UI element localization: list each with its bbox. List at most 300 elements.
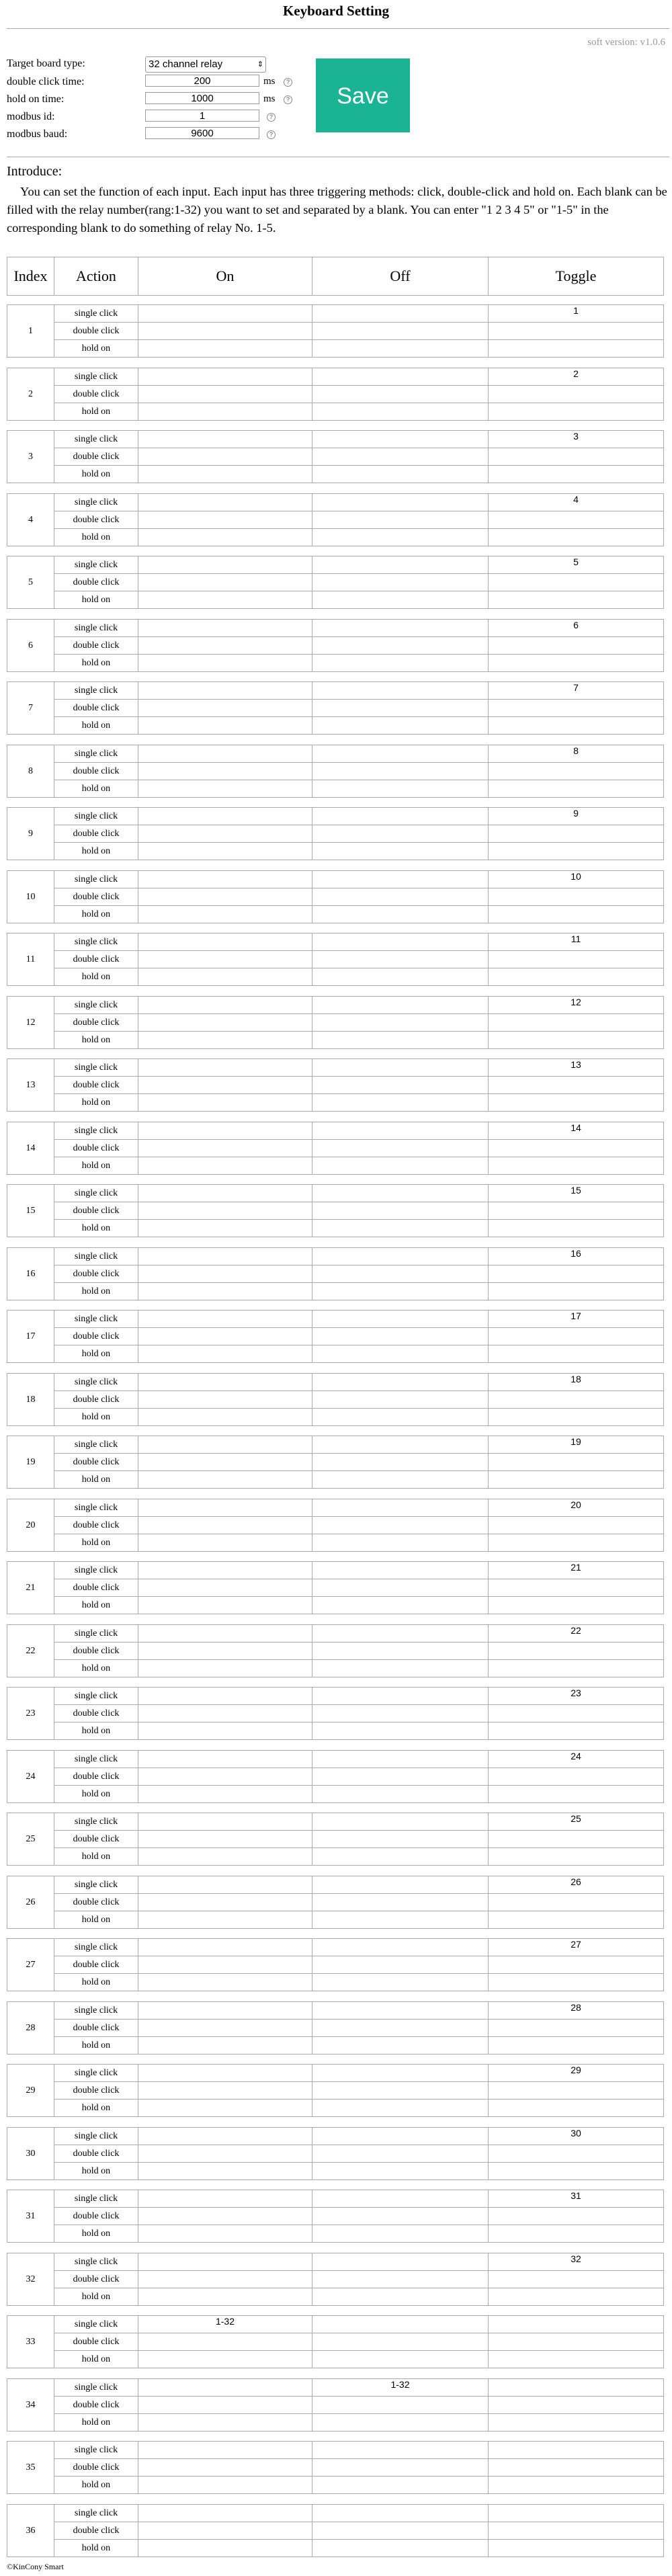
relay-toggle-input[interactable] [489,403,664,421]
relay-on-input[interactable] [138,2271,312,2288]
help-icon[interactable]: ? [284,95,292,104]
relay-toggle-input[interactable] [489,2351,664,2368]
relay-toggle-input[interactable] [489,340,664,358]
relay-toggle-input[interactable] [489,2505,664,2522]
relay-on-input[interactable] [138,2442,312,2459]
relay-on-input[interactable] [138,1122,312,1140]
relay-on-input[interactable] [138,494,312,511]
relay-on-input[interactable] [138,1032,312,1049]
relay-toggle-input[interactable] [489,1077,664,1094]
relay-toggle-input[interactable] [489,2037,664,2054]
relay-on-input[interactable] [138,1722,312,1740]
relay-toggle-input[interactable] [489,825,664,843]
relay-on-input[interactable] [138,368,312,386]
relay-toggle-input[interactable]: 3 [489,431,664,448]
relay-toggle-input[interactable] [489,466,664,483]
relay-off-input[interactable] [312,574,489,591]
relay-off-input[interactable] [312,1185,489,1202]
relay-toggle-input[interactable] [489,717,664,735]
relay-on-input[interactable] [138,2208,312,2225]
relay-toggle-input[interactable]: 12 [489,997,664,1014]
relay-off-input[interactable] [312,1248,489,1265]
relay-off-input[interactable] [312,906,489,923]
relay-toggle-input[interactable] [489,1391,664,1409]
relay-toggle-input[interactable] [489,2163,664,2180]
relay-on-input[interactable] [138,1660,312,1677]
relay-off-input[interactable] [312,529,489,546]
relay-toggle-input[interactable] [489,1705,664,1722]
relay-on-input[interactable] [138,1911,312,1929]
relay-on-input[interactable] [138,2020,312,2037]
relay-off-input[interactable] [312,951,489,968]
help-icon[interactable]: ? [284,78,292,87]
relay-toggle-input[interactable] [489,1848,664,1866]
relay-off-input[interactable] [312,1534,489,1552]
relay-off-input[interactable] [312,1374,489,1391]
relay-off-input[interactable] [312,2288,489,2306]
relay-toggle-input[interactable]: 15 [489,1185,664,1202]
relay-on-input[interactable] [138,1454,312,1471]
relay-on-input[interactable] [138,2037,312,2054]
relay-on-input[interactable] [138,1956,312,1974]
relay-toggle-input[interactable] [489,655,664,672]
relay-on-input[interactable] [138,1248,312,1265]
relay-off-input[interactable] [312,968,489,986]
relay-off-input[interactable] [312,2316,489,2333]
relay-off-input[interactable] [312,1436,489,1454]
relay-off-input[interactable] [312,1579,489,1597]
relay-off-input[interactable] [312,323,489,340]
relay-off-input[interactable] [312,1328,489,1345]
relay-off-input[interactable] [312,2225,489,2243]
relay-on-input[interactable] [138,2145,312,2163]
relay-on-input[interactable] [138,700,312,717]
relay-on-input[interactable] [138,511,312,529]
relay-toggle-input[interactable]: 14 [489,1122,664,1140]
relay-toggle-input[interactable] [489,700,664,717]
relay-off-input[interactable] [312,2271,489,2288]
relay-on-input[interactable] [138,2477,312,2494]
relay-on-input[interactable] [138,2100,312,2117]
relay-toggle-input[interactable] [489,1220,664,1237]
relay-toggle-input[interactable] [489,1517,664,1534]
relay-toggle-input[interactable] [489,448,664,466]
relay-on-input[interactable] [138,906,312,923]
relay-off-input[interactable] [312,843,489,860]
relay-on-input[interactable] [138,1876,312,1894]
relay-on-input[interactable] [138,556,312,574]
relay-on-input[interactable] [138,1813,312,1831]
relay-on-input[interactable] [138,403,312,421]
relay-off-input[interactable] [312,1956,489,1974]
relay-toggle-input[interactable] [489,2442,664,2459]
relay-toggle-input[interactable] [489,1579,664,1597]
relay-off-input[interactable] [312,368,489,386]
relay-toggle-input[interactable] [489,1283,664,1300]
relay-off-input[interactable] [312,386,489,403]
relay-on-input[interactable]: 1-32 [138,2316,312,2333]
relay-off-input[interactable] [312,1643,489,1660]
relay-off-input[interactable] [312,808,489,825]
relay-on-input[interactable] [138,1140,312,1157]
relay-on-input[interactable] [138,1409,312,1426]
relay-toggle-input[interactable]: 30 [489,2128,664,2145]
relay-off-input[interactable] [312,1848,489,1866]
relay-off-input[interactable] [312,1311,489,1328]
relay-on-input[interactable] [138,1283,312,1300]
relay-off-input[interactable] [312,2477,489,2494]
relay-toggle-input[interactable] [489,2145,664,2163]
relay-off-input[interactable] [312,1813,489,1831]
relay-off-input[interactable] [312,2208,489,2225]
relay-on-input[interactable] [138,1014,312,1032]
relay-off-input[interactable] [312,1939,489,1956]
relay-off-input[interactable] [312,403,489,421]
relay-off-input[interactable] [312,620,489,637]
relay-off-input[interactable] [312,655,489,672]
relay-on-input[interactable] [138,1751,312,1768]
hold-time-input[interactable] [145,92,259,104]
relay-on-input[interactable] [138,1768,312,1786]
relay-toggle-input[interactable] [489,2316,664,2333]
relay-toggle-input[interactable] [489,1534,664,1552]
relay-toggle-input[interactable] [489,529,664,546]
relay-off-input[interactable] [312,2002,489,2020]
relay-toggle-input[interactable] [489,1768,664,1786]
relay-off-input[interactable] [312,2190,489,2208]
relay-toggle-input[interactable] [489,1140,664,1157]
relay-on-input[interactable] [138,780,312,798]
relay-off-input[interactable] [312,1876,489,1894]
relay-on-input[interactable] [138,2397,312,2414]
relay-off-input[interactable] [312,1059,489,1077]
relay-off-input[interactable] [312,888,489,906]
relay-off-input[interactable] [312,2505,489,2522]
relay-on-input[interactable] [138,1579,312,1597]
relay-on-input[interactable] [138,1705,312,1722]
relay-off-input[interactable] [312,1265,489,1283]
relay-toggle-input[interactable]: 28 [489,2002,664,2020]
relay-toggle-input[interactable]: 11 [489,933,664,951]
relay-off-input[interactable] [312,1974,489,1991]
relay-toggle-input[interactable]: 13 [489,1059,664,1077]
relay-toggle-input[interactable] [489,780,664,798]
relay-toggle-input[interactable]: 26 [489,1876,664,1894]
relay-on-input[interactable] [138,2379,312,2397]
relay-toggle-input[interactable] [489,1032,664,1049]
relay-off-input[interactable] [312,431,489,448]
relay-on-input[interactable] [138,1786,312,1803]
relay-toggle-input[interactable] [489,888,664,906]
relay-off-input[interactable] [312,1391,489,1409]
relay-off-input[interactable] [312,700,489,717]
relay-toggle-input[interactable] [489,574,664,591]
relay-toggle-input[interactable] [489,2288,664,2306]
relay-toggle-input[interactable] [489,1014,664,1032]
relay-on-input[interactable] [138,1499,312,1517]
relay-toggle-input[interactable] [489,2459,664,2477]
relay-on-input[interactable] [138,1094,312,1112]
relay-toggle-input[interactable]: 4 [489,494,664,511]
relay-toggle-input[interactable] [489,2477,664,2494]
relay-on-input[interactable] [138,340,312,358]
relay-on-input[interactable] [138,323,312,340]
relay-off-input[interactable] [312,1077,489,1094]
relay-toggle-input[interactable] [489,906,664,923]
relay-on-input[interactable] [138,933,312,951]
relay-toggle-input[interactable]: 16 [489,1248,664,1265]
relay-on-input[interactable] [138,1157,312,1175]
relay-off-input[interactable] [312,1597,489,1614]
relay-off-input[interactable] [312,2253,489,2271]
relay-toggle-input[interactable]: 10 [489,871,664,888]
relay-off-input[interactable] [312,1894,489,1911]
relay-off-input[interactable] [312,2459,489,2477]
relay-toggle-input[interactable] [489,1202,664,1220]
relay-toggle-input[interactable]: 6 [489,620,664,637]
relay-toggle-input[interactable] [489,968,664,986]
relay-off-input[interactable] [312,305,489,323]
relay-off-input[interactable] [312,448,489,466]
save-button[interactable]: Save [316,58,410,132]
relay-off-input[interactable] [312,2145,489,2163]
relay-off-input[interactable] [312,745,489,763]
relay-on-input[interactable] [138,1436,312,1454]
relay-off-input[interactable] [312,763,489,780]
relay-off-input[interactable] [312,1722,489,1740]
relay-off-input[interactable]: 1-32 [312,2379,489,2397]
relay-on-input[interactable] [138,1202,312,1220]
relay-on-input[interactable] [138,1831,312,1848]
relay-off-input[interactable] [312,466,489,483]
relay-toggle-input[interactable] [489,323,664,340]
relay-on-input[interactable] [138,1597,312,1614]
relay-on-input[interactable] [138,2190,312,2208]
relay-off-input[interactable] [312,1562,489,1579]
modbus-id-input[interactable] [145,110,259,122]
relay-toggle-input[interactable] [489,843,664,860]
relay-on-input[interactable] [138,591,312,609]
relay-toggle-input[interactable] [489,2271,664,2288]
relay-on-input[interactable] [138,1939,312,1956]
relay-off-input[interactable] [312,2020,489,2037]
relay-off-input[interactable] [312,871,489,888]
relay-on-input[interactable] [138,1059,312,1077]
relay-on-input[interactable] [138,871,312,888]
relay-on-input[interactable] [138,1894,312,1911]
relay-on-input[interactable] [138,2522,312,2540]
relay-toggle-input[interactable] [489,2020,664,2037]
relay-off-input[interactable] [312,1032,489,1049]
relay-off-input[interactable] [312,933,489,951]
relay-on-input[interactable] [138,574,312,591]
relay-toggle-input[interactable] [489,1409,664,1426]
relay-on-input[interactable] [138,1311,312,1328]
relay-on-input[interactable] [138,763,312,780]
relay-on-input[interactable] [138,1688,312,1705]
relay-toggle-input[interactable]: 8 [489,745,664,763]
relay-on-input[interactable] [138,386,312,403]
relay-on-input[interactable] [138,682,312,700]
board-type-select[interactable] [145,56,266,73]
relay-on-input[interactable] [138,655,312,672]
relay-on-input[interactable] [138,1562,312,1579]
relay-off-input[interactable] [312,1409,489,1426]
relay-off-input[interactable] [312,1751,489,1768]
relay-on-input[interactable] [138,2288,312,2306]
relay-on-input[interactable] [138,2065,312,2082]
relay-on-input[interactable] [138,717,312,735]
relay-toggle-input[interactable]: 23 [489,1688,664,1705]
relay-on-input[interactable] [138,997,312,1014]
relay-toggle-input[interactable] [489,1956,664,1974]
relay-off-input[interactable] [312,1499,489,1517]
relay-toggle-input[interactable] [489,1597,664,1614]
relay-off-input[interactable] [312,1202,489,1220]
relay-on-input[interactable] [138,2333,312,2351]
relay-off-input[interactable] [312,2128,489,2145]
relay-on-input[interactable] [138,1391,312,1409]
relay-off-input[interactable] [312,1768,489,1786]
relay-toggle-input[interactable] [489,1831,664,1848]
relay-on-input[interactable] [138,2163,312,2180]
relay-toggle-input[interactable] [489,1345,664,1363]
relay-off-input[interactable] [312,1831,489,1848]
relay-toggle-input[interactable] [489,1643,664,1660]
relay-toggle-input[interactable] [489,2082,664,2100]
relay-off-input[interactable] [312,494,489,511]
relay-off-input[interactable] [312,1014,489,1032]
relay-on-input[interactable] [138,2414,312,2432]
relay-on-input[interactable] [138,745,312,763]
relay-toggle-input[interactable] [489,1471,664,1489]
relay-off-input[interactable] [312,1660,489,1677]
relay-off-input[interactable] [312,2414,489,2432]
relay-on-input[interactable] [138,466,312,483]
relay-toggle-input[interactable] [489,2225,664,2243]
relay-toggle-input[interactable] [489,1722,664,1740]
relay-on-input[interactable] [138,2540,312,2557]
relay-on-input[interactable] [138,951,312,968]
relay-off-input[interactable] [312,2037,489,2054]
relay-off-input[interactable] [312,1625,489,1643]
relay-toggle-input[interactable] [489,2540,664,2557]
relay-toggle-input[interactable] [489,1786,664,1803]
relay-toggle-input[interactable] [489,1660,664,1677]
relay-on-input[interactable] [138,1265,312,1283]
relay-toggle-input[interactable]: 21 [489,1562,664,1579]
relay-off-input[interactable] [312,997,489,1014]
relay-on-input[interactable] [138,1517,312,1534]
relay-toggle-input[interactable]: 9 [489,808,664,825]
relay-toggle-input[interactable] [489,1974,664,1991]
relay-on-input[interactable] [138,1643,312,1660]
relay-on-input[interactable] [138,1974,312,1991]
relay-on-input[interactable] [138,2505,312,2522]
relay-toggle-input[interactable] [489,1894,664,1911]
relay-on-input[interactable] [138,1185,312,1202]
relay-off-input[interactable] [312,1911,489,1929]
relay-on-input[interactable] [138,1848,312,1866]
relay-off-input[interactable] [312,2100,489,2117]
relay-on-input[interactable] [138,431,312,448]
relay-off-input[interactable] [312,1220,489,1237]
relay-on-input[interactable] [138,2459,312,2477]
relay-toggle-input[interactable]: 18 [489,1374,664,1391]
relay-off-input[interactable] [312,2397,489,2414]
relay-on-input[interactable] [138,620,312,637]
relay-on-input[interactable] [138,843,312,860]
relay-toggle-input[interactable] [489,386,664,403]
relay-toggle-input[interactable] [489,511,664,529]
relay-toggle-input[interactable]: 22 [489,1625,664,1643]
relay-off-input[interactable] [312,1094,489,1112]
relay-on-input[interactable] [138,1220,312,1237]
relay-on-input[interactable] [138,2225,312,2243]
relay-toggle-input[interactable] [489,2397,664,2414]
relay-on-input[interactable] [138,808,312,825]
relay-off-input[interactable] [312,717,489,735]
relay-off-input[interactable] [312,1471,489,1489]
relay-toggle-input[interactable]: 7 [489,682,664,700]
relay-off-input[interactable] [312,1517,489,1534]
relay-toggle-input[interactable]: 5 [489,556,664,574]
relay-toggle-input[interactable] [489,2333,664,2351]
relay-on-input[interactable] [138,2002,312,2020]
relay-toggle-input[interactable] [489,2100,664,2117]
relay-on-input[interactable] [138,2253,312,2271]
relay-off-input[interactable] [312,2065,489,2082]
relay-off-input[interactable] [312,1140,489,1157]
relay-off-input[interactable] [312,1786,489,1803]
relay-on-input[interactable] [138,1345,312,1363]
double-click-time-input[interactable] [145,75,259,87]
relay-off-input[interactable] [312,825,489,843]
relay-toggle-input[interactable] [489,2208,664,2225]
relay-on-input[interactable] [138,888,312,906]
relay-off-input[interactable] [312,780,489,798]
relay-on-input[interactable] [138,448,312,466]
relay-toggle-input[interactable] [489,2414,664,2432]
relay-off-input[interactable] [312,591,489,609]
relay-off-input[interactable] [312,2522,489,2540]
relay-on-input[interactable] [138,1625,312,1643]
relay-off-input[interactable] [312,1122,489,1140]
help-icon[interactable]: ? [267,130,276,139]
relay-toggle-input[interactable] [489,1094,664,1112]
relay-toggle-input[interactable] [489,1328,664,1345]
relay-toggle-input[interactable]: 24 [489,1751,664,1768]
relay-off-input[interactable] [312,2351,489,2368]
relay-toggle-input[interactable] [489,591,664,609]
relay-toggle-input[interactable] [489,1454,664,1471]
relay-on-input[interactable] [138,2082,312,2100]
relay-off-input[interactable] [312,2442,489,2459]
relay-toggle-input[interactable] [489,2379,664,2397]
relay-toggle-input[interactable]: 19 [489,1436,664,1454]
relay-off-input[interactable] [312,1454,489,1471]
relay-off-input[interactable] [312,1157,489,1175]
relay-on-input[interactable] [138,2128,312,2145]
relay-on-input[interactable] [138,1374,312,1391]
relay-toggle-input[interactable]: 20 [489,1499,664,1517]
relay-toggle-input[interactable]: 32 [489,2253,664,2271]
relay-on-input[interactable] [138,637,312,655]
relay-toggle-input[interactable] [489,637,664,655]
relay-toggle-input[interactable]: 31 [489,2190,664,2208]
relay-off-input[interactable] [312,1705,489,1722]
relay-off-input[interactable] [312,637,489,655]
